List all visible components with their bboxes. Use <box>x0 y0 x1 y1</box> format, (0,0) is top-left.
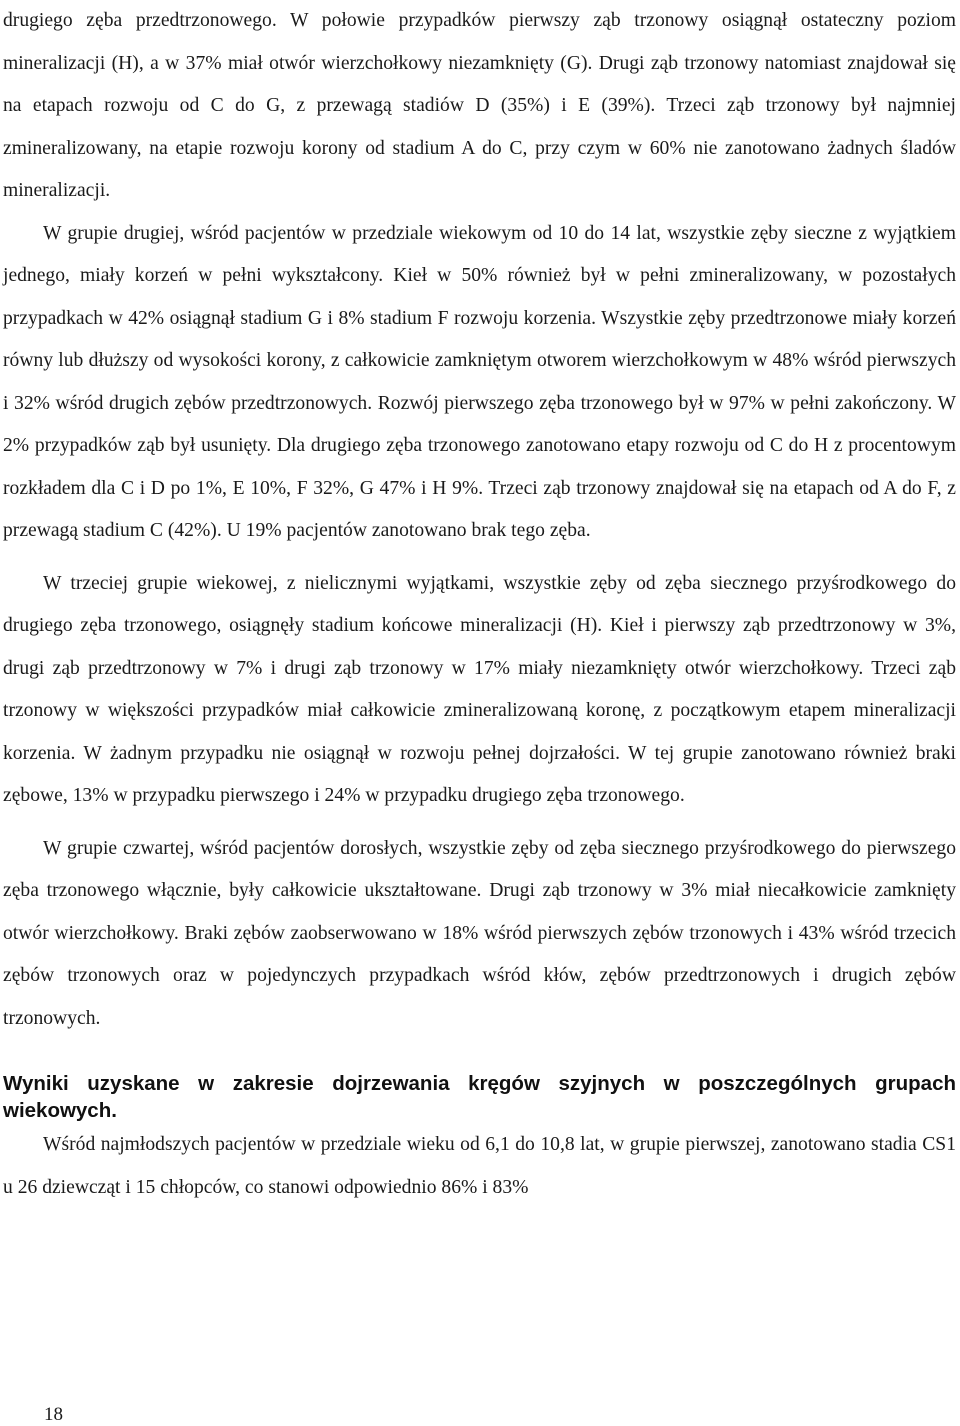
section-heading: Wyniki uzyskane w zakresie dojrzewania kręgów szyjnych w poszczególnych grupach wiekowych. <box>3 1072 956 1122</box>
paragraph-gap <box>3 818 956 828</box>
document-page <box>3 0 956 1209</box>
paragraph-group-three: W trzeciej grupie wiekowej, z nielicznymi wyjątkami, wszystkie zęby od zęba siecznego przyśrodkowego do drugiego zęba trzonowego, osiągnęły stadium końcowe mineralizacji (H). Kieł i pierwszy ząb przedtrzonowy w 3%, drugi ząb przedtrzonowy w 7% i drugi ząb trzonowy w 17% miały niezamknięty otwór wierzchołkowy. Trzeci ząb trzonowy w większości przypadków miał całkowicie zmineralizowaną koronę, z początkowym etapem mineralizacji korzenia. W żadnym przypadku nie osiągnął w rozwoju pełnej dojrzałości. W tej grupie zanotowano również braki zębowe, 13% w przypadku pierwszego i 24% w przypadku drugiego zęba trzonowego. <box>3 572 956 806</box>
paragraph-group-four: W grupie czwartej, wśród pacjentów dorosłych, wszystkie zęby od zęba siecznego przyśrodkowego do pierwszego zęba trzonowego włącznie, były całkowicie ukształtowane. Drugi ząb trzonowy w 3% miał niecałkowicie zamknięty otwór wierzchołkowy. Braki zębów zaobserwowano w 18% wśród pierwszych zębów trzonowych i 43% wśród trzecich zębów trzonowych oraz w pojedynczych przypadkach wśród kłów, zębów przedtrzonowych i drugich zębów trzonowych. <box>3 837 956 1029</box>
paragraph-gap <box>3 553 956 563</box>
paragraph-results-intro: Wśród najmłodszych pacjentów w przedziale wieku od 6,1 do 10,8 lat, w grupie pierwszej, zanotowano stadia CS1 u 26 dziewcząt i 15 chłopców, co stanowi odpowiednio 86% i 83% <box>3 1134 956 1198</box>
paragraph-continued: drugiego zęba przedtrzonowego. W połowie przypadków pierwszy ząb trzonowy osiągnął ostateczny poziom mineralizacji (H), a w 37% miał otwór wierzchołkowy niezamknięty (G). Drugi ząb trzonowy natomiast znajdował się na etapach rozwoju od C do G, z przewagą stadiów D (35%) i E (39%). Trzeci ząb trzonowy był najmniej zmineralizowany, na etapie rozwoju korony od stadium A do C, przy czym w 60% nie zanotowano żadnych śladów mineralizacji. <box>3 10 956 201</box>
paragraph-group-two: W grupie drugiej, wśród pacjentów w przedziale wiekowym od 10 do 14 lat, wszystkie zęby sieczne z wyjątkiem jednego, miały korzeń w pełni wykształcony. Kieł w 50% również był w pełni zmineralizowany, w pozostałych przypadkach w 42% osiągnął stadium G i 8% stadium F rozwoju korzenia. Wszystkie zęby przedtrzonowe miały korzeń równy lub dłuższy od wysokości korony, z całkowicie zamkniętym otworem wierzchołkowym w 48% wśród pierwszych i 32% wśród drugich zębów przedtrzonowych. Rozwój pierwszego zęba trzonowego był w 97% w pełni zakończony. W 2% przypadków ząb był usunięty. Dla drugiego zęba trzonowego zanotowano etapy rozwoju od C do H z procentowym rozkładem dla C i D po 1%, E 10%, F 32%, G 47% i H 9%. Trzeci ząb trzonowy znajdował się na etapach od A do F, z przewagą stadium C (42%). U 19% pacjentów zanotowano brak tego zęba. <box>3 222 956 541</box>
page-number: 18 <box>44 1404 63 1425</box>
